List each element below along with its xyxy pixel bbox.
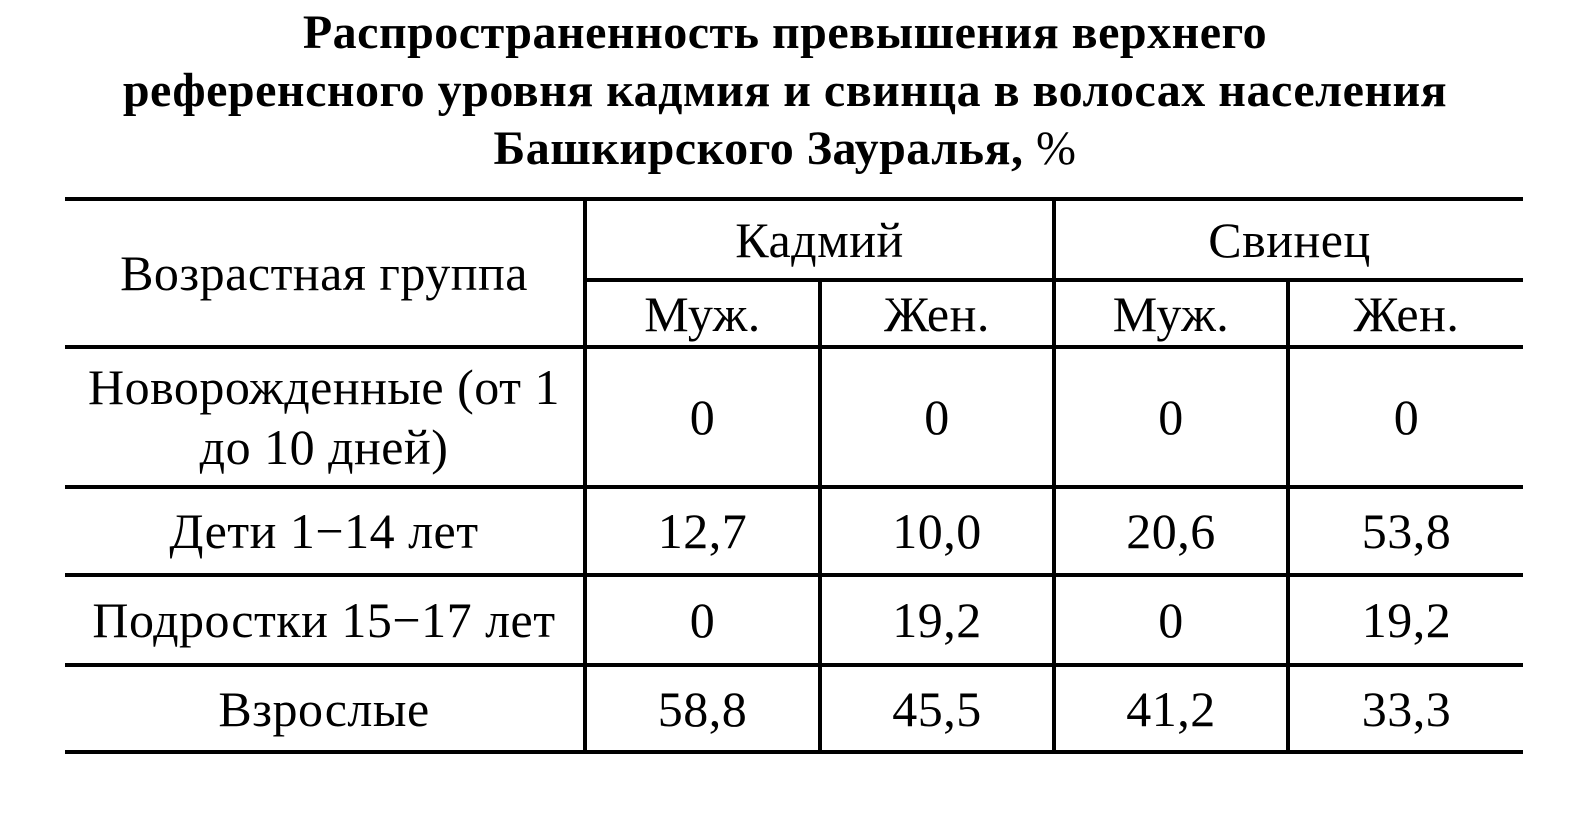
- title-line-2: референсного уровня кадмия и свинца в волосах населения: [122, 64, 1448, 117]
- subheader-lead-male: Муж.: [1054, 280, 1288, 347]
- percent-unit: %: [1036, 122, 1077, 175]
- row-label: Подростки 15−17 лет: [65, 575, 585, 665]
- value-cell: 33,3: [1288, 665, 1523, 752]
- corner-header-cell: Возрастная группа: [65, 199, 585, 347]
- value-cell: 0: [1054, 575, 1288, 665]
- subheader-cadmium-female: Жен.: [820, 280, 1054, 347]
- title-line-1: Распространенность превышения верхнего: [302, 6, 1268, 59]
- row-label: Взрослые: [65, 665, 585, 752]
- table-title: [0, 4, 1570, 178]
- value-cell: 0: [1054, 347, 1288, 487]
- table-row-newborns: [65, 347, 1523, 487]
- value-cell: 0: [1288, 347, 1523, 487]
- value-cell: 10,0: [820, 487, 1054, 575]
- value-cell: 58,8: [585, 665, 820, 752]
- header-row-groups: [65, 199, 1523, 280]
- prevalence-table: [65, 197, 1523, 754]
- subheader-lead-female: Жен.: [1288, 280, 1523, 347]
- value-cell: 19,2: [820, 575, 1054, 665]
- value-cell: 0: [585, 347, 820, 487]
- value-cell: 19,2: [1288, 575, 1523, 665]
- value-cell: 53,8: [1288, 487, 1523, 575]
- title-line-3-text: Башкирского Зауралья,: [493, 122, 1024, 175]
- title-line-3: [0, 120, 1570, 178]
- value-cell: 45,5: [820, 665, 1054, 752]
- value-cell: 41,2: [1054, 665, 1288, 752]
- value-cell: 0: [585, 575, 820, 665]
- table-row-adolescents: [65, 575, 1523, 665]
- row-label: Новорожденные (от 1 до 10 дней): [65, 347, 585, 487]
- value-cell: 12,7: [585, 487, 820, 575]
- row-label: Дети 1−14 лет: [65, 487, 585, 575]
- table-row-children: [65, 487, 1523, 575]
- subheader-cadmium-male: Муж.: [585, 280, 820, 347]
- group-header-cadmium: Кадмий: [585, 199, 1054, 280]
- value-cell: 20,6: [1054, 487, 1288, 575]
- table-row-adults: [65, 665, 1523, 752]
- value-cell: 0: [820, 347, 1054, 487]
- group-header-lead: Свинец: [1054, 199, 1523, 280]
